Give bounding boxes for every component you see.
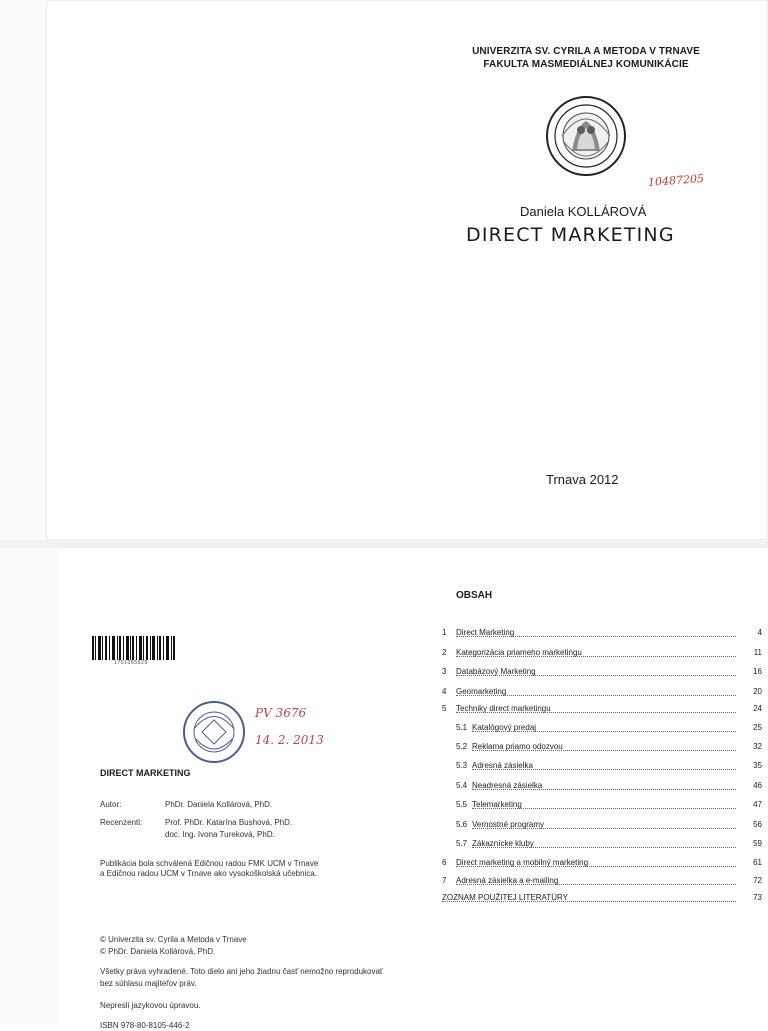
toc-item (0, 761, 768, 771)
toc-item-number: 7 (442, 876, 447, 885)
toc-item-page: 25 (753, 723, 762, 732)
toc-item (0, 723, 768, 733)
toc-item-title: Direct marketing a mobilný marketing (456, 858, 589, 867)
toc-item (0, 704, 768, 714)
toc-item-page: 16 (753, 667, 762, 676)
toc-item (0, 858, 768, 868)
toc-item-title: Vernostné programy (472, 820, 545, 829)
toc-item-number: 5.7 (456, 839, 468, 848)
toc-item-page: 56 (753, 820, 762, 829)
toc-item-title: Neadresná zásielka (472, 781, 543, 790)
publisher-line-1: Publikácia bola schválená Edičnou radou FMK UCM v Trnave (100, 859, 319, 868)
toc-item-number: 5.2 (456, 742, 468, 751)
toc-item (0, 839, 768, 849)
place-year: Trnava 2012 (546, 472, 619, 487)
toc-item (0, 876, 768, 886)
author-label: Autor: (100, 800, 122, 809)
toc-item-number: 5.4 (456, 781, 468, 790)
reviewer-2: doc. Ing. Ivona Tureková, PhD. (165, 830, 275, 839)
toc-item-page: 61 (753, 858, 762, 867)
barcode-number: 1701055929 (114, 660, 148, 666)
publisher-line-2: a Edičnou radou UCM v Trnave ako vysokoškolská učebnica. (100, 869, 317, 878)
toc-item-title: Reklama priamo odozvou (472, 742, 563, 751)
toc-item-number: 5.5 (456, 800, 468, 809)
toc-item-number: 3 (442, 667, 447, 676)
toc-item-page: 72 (753, 876, 762, 885)
faculty-name: FAKULTA MASMEDIÁLNEJ KOMUNIKÁCIE (483, 59, 689, 70)
toc-item (0, 742, 768, 752)
toc-item-title: Zákaznícke kluby (472, 839, 534, 848)
toc-item-page: 47 (753, 800, 762, 809)
proofreading-note: Nepresli jazykovou úpravou. (100, 1001, 201, 1010)
toc-item (0, 628, 768, 638)
rights-line-1: Všetky práva vyhradené. Toto dielo ani jeho žiadnu časť nemožno reprodukovať (100, 967, 383, 976)
toc-item-title: Telemarketing (472, 800, 522, 809)
toc-item-page: 11 (753, 648, 762, 657)
toc-item-title: ZOZNAM POUŽITEJ LITERATÚRY (442, 893, 568, 902)
isbn: ISBN 978-80-8105-446-2 (100, 1021, 190, 1030)
toc-item-page: 46 (753, 781, 762, 790)
toc-item-number: 5.1 (456, 723, 468, 732)
imprint-title: DIRECT MARKETING (100, 768, 191, 778)
cover-page (46, 0, 768, 540)
copyright-line-2: © PhDr. Daniela Kollárová, PhD. (100, 947, 216, 956)
toc-item (0, 800, 768, 810)
toc-item-title: Databázový Marketing (456, 667, 536, 676)
spread-divider (0, 540, 768, 548)
university-seal-icon (544, 94, 628, 178)
toc-item-number: 4 (442, 687, 447, 696)
toc-item-title: Adresná zásielka a e-mailing (456, 876, 559, 885)
toc-item (0, 893, 768, 903)
toc-item-number: 2 (442, 648, 447, 657)
toc-item-page: 32 (753, 742, 762, 751)
stamp-code: PV 3676 (255, 706, 307, 720)
university-name: UNIVERZITA SV. CYRILA A METODA V TRNAVE (472, 46, 700, 57)
toc-item-number: 5 (442, 704, 447, 713)
toc-item-page: 24 (753, 704, 762, 713)
toc-item-page: 4 (757, 628, 762, 637)
toc-item-title: Geomarketing (456, 687, 507, 696)
toc-item-number: 5.6 (456, 820, 468, 829)
toc-item-title: Techniky direct marketingu (456, 704, 551, 713)
reviewers-label: Recenzenti: (100, 818, 143, 827)
toc-item-page: 73 (753, 893, 762, 902)
toc-item-title: Katalógový predaj (472, 723, 537, 732)
toc-item-number: 6 (442, 858, 447, 867)
toc-item-page: 35 (753, 761, 762, 770)
toc-item (0, 648, 768, 658)
cover-author: Daniela KOLLÁROVÁ (520, 204, 647, 219)
cover-title: DIRECT MARKETING (466, 224, 675, 246)
toc-item (0, 667, 768, 677)
toc-item (0, 820, 768, 830)
stamp-date: 14. 2. 2013 (255, 733, 324, 747)
handwritten-number: 10487205 (647, 172, 705, 189)
copyright-line-1: © Univerzita sv. Cyrila a Metoda v Trnave (100, 935, 247, 944)
toc-item-title: Kategorizácia priameho marketingu (456, 648, 582, 657)
toc-item-number: 1 (442, 628, 447, 637)
toc-item-page: 59 (753, 839, 762, 848)
author-value: PhDr. Daniela Kollárová, PhD. (165, 800, 273, 809)
toc-item (0, 781, 768, 791)
rights-line-2: bez súhlasu majiteľov práv. (100, 979, 197, 988)
reviewer-1: Prof. PhDr. Katarína Bushová, PhD. (165, 818, 293, 827)
toc-item-page: 20 (753, 687, 762, 696)
toc-heading: OBSAH (456, 590, 493, 601)
toc-item (0, 687, 768, 697)
toc-item-title: Adresná zásielka (472, 761, 533, 770)
toc-item-title: Direct Marketing (456, 628, 515, 637)
toc-item-number: 5.3 (456, 761, 468, 770)
